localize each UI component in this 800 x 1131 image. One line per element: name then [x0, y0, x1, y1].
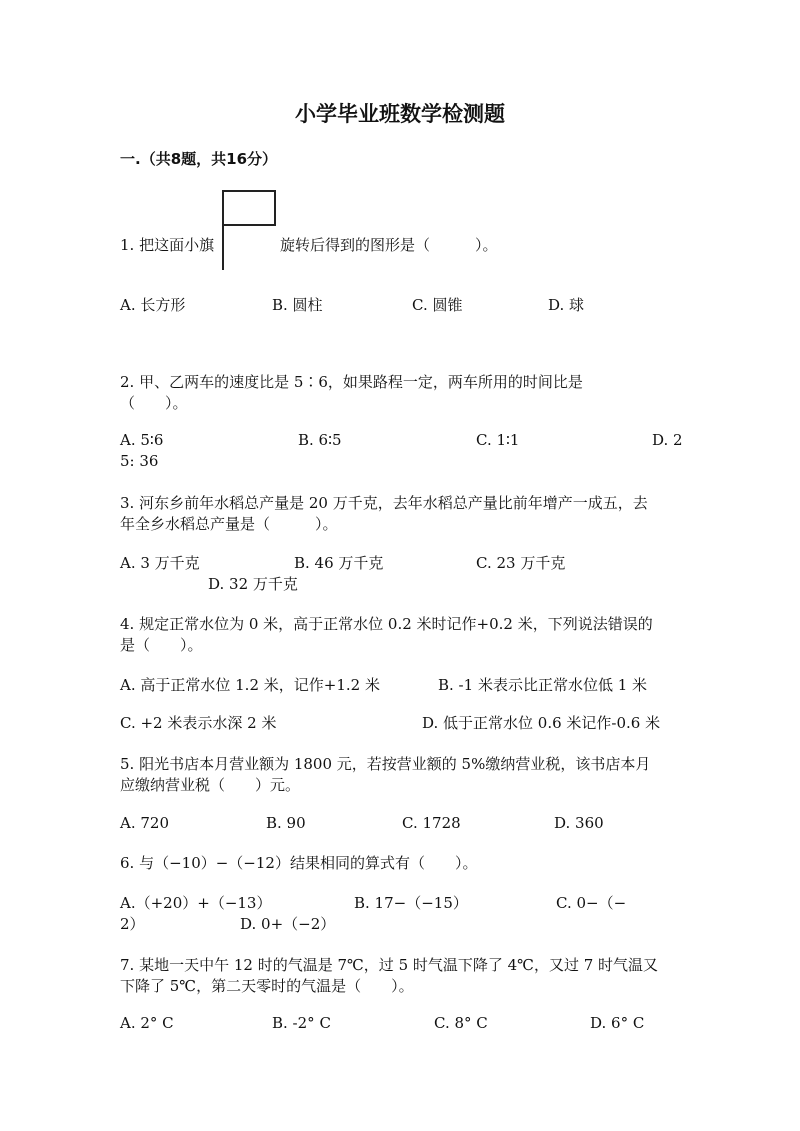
q5-option-d[interactable]: D. 360: [554, 814, 604, 832]
q1-option-a[interactable]: A. 长方形: [120, 296, 186, 314]
q6-option-a[interactable]: A.（+20）+（−13）: [120, 894, 272, 912]
q2-option-d[interactable]: D. 2: [652, 431, 683, 449]
q4-option-c[interactable]: C. +2 米表示水深 2 米: [120, 714, 277, 732]
q1-option-b[interactable]: B. 圆柱: [272, 296, 323, 314]
q7-stem-line2: 下降了 5℃，第二天零时的气温是（ ）。: [120, 977, 414, 995]
q7-option-d[interactable]: D. 6° C: [590, 1014, 645, 1032]
q7-option-b[interactable]: B. -2° C: [272, 1014, 331, 1032]
q4-option-b[interactable]: B. -1 米表示比正常水位低 1 米: [438, 676, 648, 694]
q2-stem-line2: （ ）。: [120, 394, 188, 412]
q5-option-b[interactable]: B. 90: [266, 814, 306, 832]
q2-stem-line1: 2. 甲、乙两车的速度比是 5∶6，如果路程一定，两车所用的时间比是: [120, 373, 583, 391]
q6-option-b[interactable]: B. 17−（−15）: [354, 894, 468, 912]
q3-stem-line1: 3. 河东乡前年水稻总产量是 20 万千克，去年水稻总产量比前年增产一成五，去: [120, 494, 648, 512]
q7-option-a[interactable]: A. 2° C: [120, 1014, 174, 1032]
q3-option-a[interactable]: A. 3 万千克: [120, 554, 200, 572]
section-header: 一.（共8题，共16分）: [120, 150, 278, 168]
q3-stem-line2: 年全乡水稻总产量是（ ）。: [120, 515, 338, 533]
flag-icon: [222, 190, 276, 226]
q1-option-c[interactable]: C. 圆锥: [412, 296, 463, 314]
q2-option-b[interactable]: B. 6∶5: [298, 431, 342, 449]
q6-stem-line1: 6. 与（−10）−（−12）结果相同的算式有（ ）。: [120, 854, 478, 872]
q1-stem-start: 1. 把这面小旗: [120, 236, 215, 254]
q2-option-c[interactable]: C. 1∶1: [476, 431, 520, 449]
q7-stem-line1: 7. 某地一天中午 12 时的气温是 7℃，过 5 时气温下降了 4℃，又过 7 时气温又: [120, 956, 659, 974]
q5-stem-line1: 5. 阳光书店本月营业额为 1800 元，若按营业额的 5%缴纳营业税，该书店本月: [120, 755, 651, 773]
q3-option-d[interactable]: D. 32 万千克: [208, 575, 298, 593]
q7-option-c[interactable]: C. 8° C: [434, 1014, 488, 1032]
page-title: 小学毕业班数学检测题: [295, 102, 505, 126]
q1-stem-end: 旋转后得到的图形是（ ）。: [280, 236, 498, 254]
q6-option-d[interactable]: D. 0+（−2）: [240, 915, 336, 933]
flag-pole: [222, 190, 224, 270]
q2-option-wrap: 5: 36: [120, 452, 159, 470]
q4-option-a[interactable]: A. 高于正常水位 1.2 米，记作+1.2 米: [120, 676, 380, 694]
q2-option-a[interactable]: A. 5∶6: [120, 431, 164, 449]
q5-option-a[interactable]: A. 720: [120, 814, 169, 832]
q1-option-d[interactable]: D. 球: [548, 296, 585, 314]
q5-option-c[interactable]: C. 1728: [402, 814, 461, 832]
q4-stem-line1: 4. 规定正常水位为 0 米，高于正常水位 0.2 米时记作+0.2 米，下列说法错误的: [120, 615, 653, 633]
q4-stem-line2: 是（ ）。: [120, 636, 203, 654]
q4-option-d[interactable]: D. 低于正常水位 0.6 米记作-0.6 米: [422, 714, 661, 732]
q6-option-wrap: 2）: [120, 915, 145, 933]
q3-option-b[interactable]: B. 46 万千克: [294, 554, 384, 572]
q6-option-c[interactable]: C. 0−（−: [556, 894, 627, 912]
q3-option-c[interactable]: C. 23 万千克: [476, 554, 566, 572]
q5-stem-line2: 应缴纳营业税（ ）元。: [120, 776, 301, 794]
